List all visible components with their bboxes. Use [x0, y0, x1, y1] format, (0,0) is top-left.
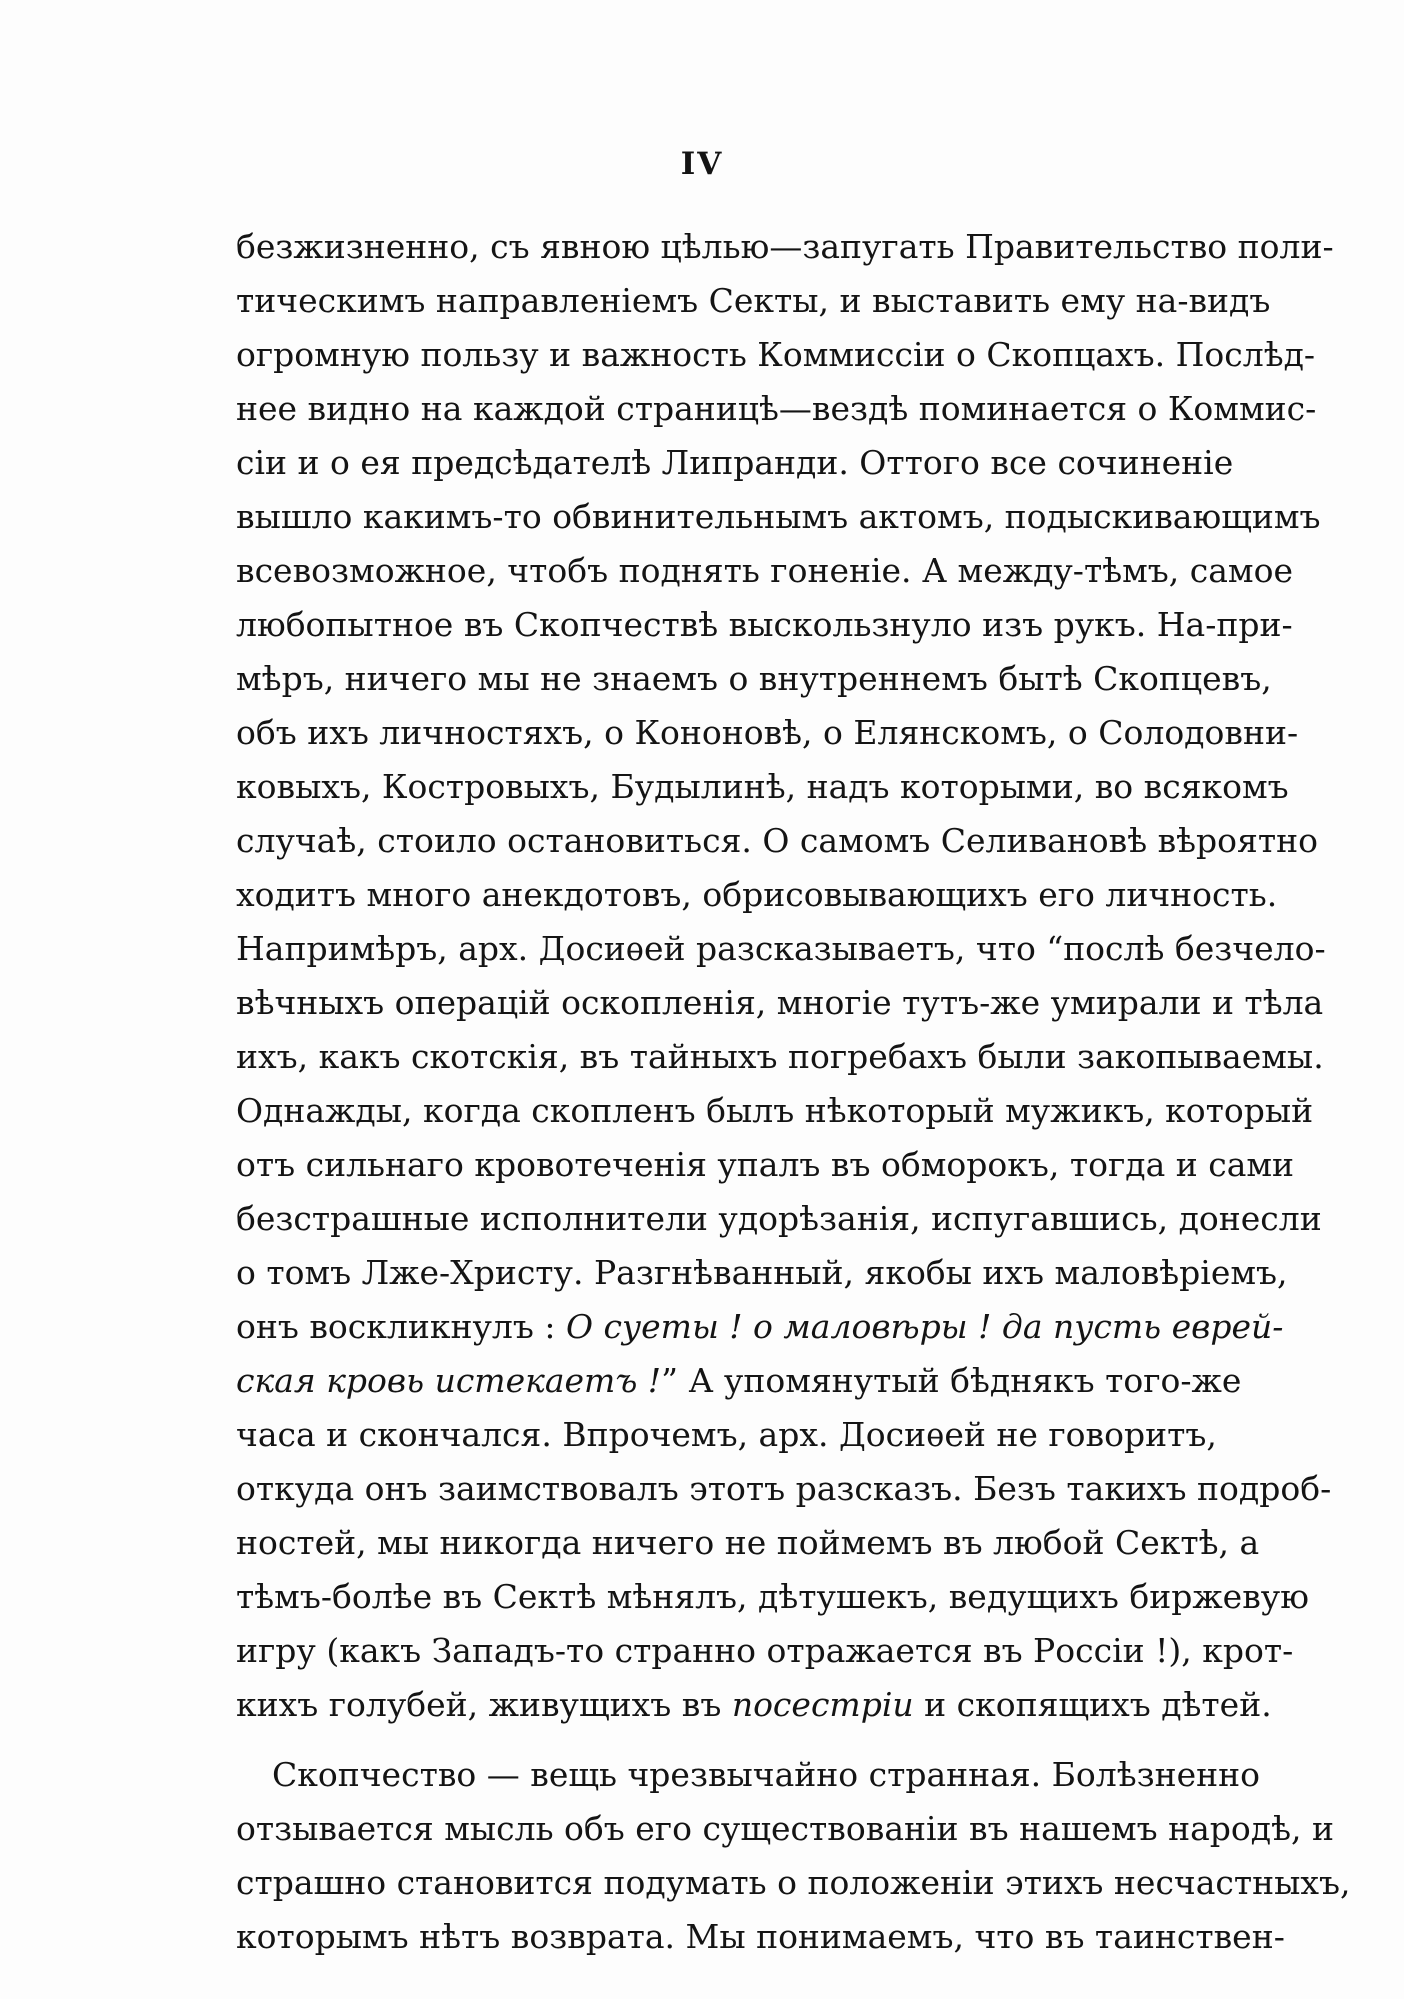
- text-segment: безжизненно, съ явною цѣлью—запугать Правительство поли-: [236, 227, 1334, 266]
- text-line: [236, 1138, 1295, 1192]
- text-segment: Скопчество — вещь чрезвычайно странная. Болѣзненно: [272, 1755, 1261, 1794]
- text-segment: ковыхъ, Костровыхъ, Будылинѣ, надъ которыми, во всякомъ: [236, 767, 1289, 806]
- text-line: [236, 490, 1321, 544]
- text-line: [236, 652, 1272, 706]
- text-segment: любопытное въ Скопчествѣ выскользнуло изъ рукъ. На-при-: [236, 605, 1293, 644]
- paragraph: [236, 220, 1334, 1732]
- text-line: [236, 1192, 1322, 1246]
- italic-text: О суеты ! о маловѣры ! да пусть еврей-: [565, 1307, 1284, 1346]
- italic-text: посестріи: [731, 1685, 914, 1724]
- text-segment: всевозможное, чтобъ поднять гоненіе. А между-тѣмъ, самое: [236, 551, 1293, 590]
- text-line: [236, 1408, 1217, 1462]
- text-line: [236, 1748, 1261, 1802]
- text-line: [236, 1624, 1294, 1678]
- text-segment: объ ихъ личностяхъ, о Кононовѣ, о Елянскомъ, о Солодовни-: [236, 713, 1299, 752]
- text-segment: тѣмъ-болѣе въ Сектѣ мѣнялъ, дѣтушекъ, ведущихъ биржевую: [236, 1577, 1309, 1616]
- text-segment: ходитъ много анекдотовъ, обрисовывающихъ его личность.: [236, 875, 1278, 914]
- text-segment: Однажды, когда скопленъ былъ нѣкоторый мужикъ, который: [236, 1091, 1314, 1130]
- text-segment: отзывается мысль объ его существованіи въ нашемъ народѣ, и: [236, 1809, 1334, 1848]
- text-line: [236, 1570, 1309, 1624]
- text-segment: игру (какъ Западъ-то странно отражается въ Россіи !), крот-: [236, 1631, 1294, 1670]
- text-segment: огромную пользу и важность Коммиссіи о Скопцахъ. Послѣд-: [236, 335, 1316, 374]
- text-segment: мѣръ, ничего мы не знаемъ о внутреннемъ бытѣ Скопцевъ,: [236, 659, 1272, 698]
- text-line: [236, 274, 1271, 328]
- text-line: [236, 976, 1324, 1030]
- text-line: [236, 760, 1289, 814]
- text-segment: онъ воскликнулъ :: [236, 1307, 566, 1346]
- text-segment: сіи и о ея предсѣдателѣ Липранди. Оттого все сочиненіе: [236, 443, 1234, 482]
- text-line: [236, 1910, 1285, 1964]
- text-line: [236, 1300, 1284, 1354]
- text-segment: ихъ, какъ скотскія, въ тайныхъ погребахъ были закопываемы.: [236, 1037, 1324, 1076]
- text-segment: которымъ нѣтъ возврата. Мы понимаемъ, что въ таинствен-: [236, 1917, 1285, 1956]
- text-segment: ностей, мы никогда ничего не поймемъ въ любой Сектѣ, а: [236, 1523, 1260, 1562]
- text-segment: часа и скончался. Впрочемъ, арх. Досиѳей не говоритъ,: [236, 1415, 1217, 1454]
- text-segment: случаѣ, стоило остановиться. О самомъ Селивановѣ вѣроятно: [236, 821, 1318, 860]
- text-line: [236, 328, 1316, 382]
- text-segment: страшно становится подумать о положеніи этихъ несчастныхъ,: [236, 1863, 1351, 1902]
- text-segment: откуда онъ заимствовалъ этотъ разсказъ. Безъ такихъ подроб-: [236, 1469, 1332, 1508]
- text-segment: нее видно на каждой страницѣ—вездѣ поминается о Коммис-: [236, 389, 1317, 428]
- text-line: [236, 1802, 1334, 1856]
- text-line: [236, 868, 1278, 922]
- text-line: [236, 436, 1234, 490]
- text-line: [236, 1084, 1314, 1138]
- text-segment: ” А упомянутый бѣднякъ того-же: [661, 1361, 1242, 1400]
- text-line: [236, 1030, 1324, 1084]
- text-line: [236, 1462, 1332, 1516]
- italic-text: ская кровь истекаетъ !: [236, 1361, 662, 1400]
- text-segment: Напримѣръ, арх. Досиѳей разсказываетъ, что “послѣ безчело-: [236, 929, 1326, 968]
- text-line: [236, 922, 1326, 976]
- text-line: [236, 598, 1293, 652]
- text-line: [236, 1516, 1260, 1570]
- text-line: [236, 544, 1293, 598]
- text-line: [236, 706, 1299, 760]
- text-line: [236, 1856, 1351, 1910]
- text-segment: вѣчныхъ операцій оскопленія, многіе тутъ-же умирали и тѣла: [236, 983, 1324, 1022]
- text-line: [236, 814, 1318, 868]
- text-line: [236, 1678, 1272, 1732]
- text-segment: отъ сильнаго кровотеченія упалъ въ обморокъ, тогда и сами: [236, 1145, 1295, 1184]
- text-segment: и скопящихъ дѣтей.: [913, 1685, 1272, 1724]
- text-segment: безстрашные исполнители удорѣзанія, испугавшись, донесли: [236, 1199, 1322, 1238]
- text-line: [236, 220, 1334, 274]
- paragraph: [236, 1748, 1351, 1964]
- text-segment: о томъ Лже-Христу. Разгнѣванный, якобы ихъ маловѣріемъ,: [236, 1253, 1288, 1292]
- text-segment: тическимъ направленіемъ Секты, и выставить ему на-видъ: [236, 281, 1271, 320]
- text-line: [236, 1354, 1242, 1408]
- text-segment: кихъ голубей, живущихъ въ: [236, 1685, 732, 1724]
- page-number: IV: [680, 146, 724, 182]
- text-line: [236, 382, 1317, 436]
- text-segment: вышло какимъ-то обвинительнымъ актомъ, подыскивающимъ: [236, 497, 1321, 536]
- body-text: [236, 220, 1351, 1964]
- text-line: [236, 1246, 1288, 1300]
